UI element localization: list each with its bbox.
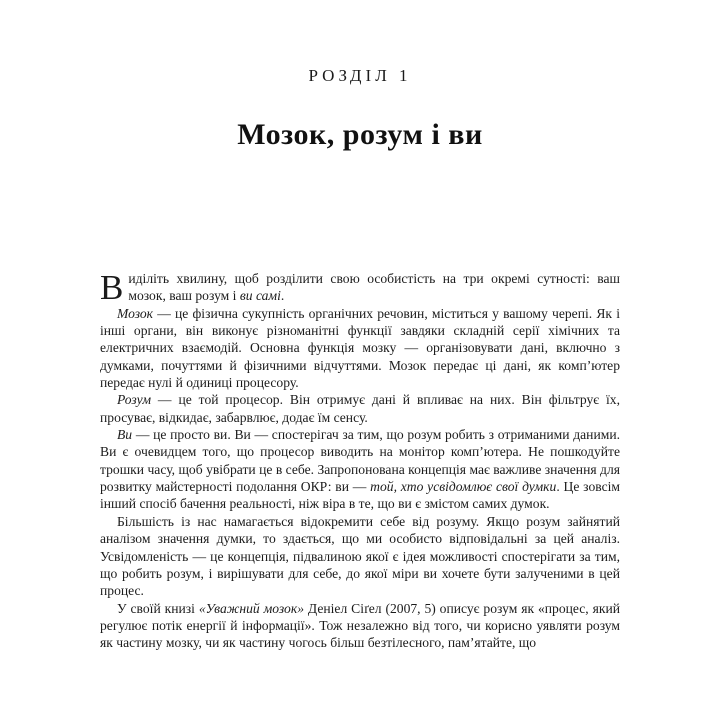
paragraph-5	[100, 513, 620, 600]
paragraph-2	[100, 305, 620, 392]
text-segment: — це фізична сукупність органічних речовин, міститься у вашому черепі. Як і інші органи, він виконує різноманітні функції завдяки складній серії хімічних та електричних взаємодій. Основна функція мозку — організовувати дані, включно з думками, почуттями й фізичними відчуттями. Мозок передає ці дані, як комп’ютер передає нулі й одиниці процесору.	[100, 305, 620, 391]
body-text	[100, 270, 620, 652]
text-segment-italic: Мозок	[117, 305, 154, 321]
paragraph-3	[100, 391, 620, 426]
text-segment: . Це зовсім інший спосіб бачення реальності, ніж віра в те, що ви є змістом самих думок.	[100, 479, 620, 512]
paragraph-1	[100, 270, 620, 305]
text-segment: .	[280, 288, 285, 304]
text-segment-italic: той, хто усвідомлює свої думки	[370, 479, 557, 495]
text-segment-italic: «Уважний мозок»	[198, 600, 304, 616]
text-segment: иділіть хвилину, щоб розділити свою особистість на три окремі сутності: ваш мозок, ваш розум і	[128, 271, 620, 304]
text-segment-italic: Ви	[117, 427, 133, 443]
chapter-title: Мозок, розум і ви	[237, 118, 483, 151]
chapter-label: РОЗДІЛ 1	[308, 66, 412, 85]
text-segment: — це той процесор. Він отримує дані й впливає на них. Він фільтрує їх, просуває, відкидає, забарвлює, додає їм сенсу.	[100, 392, 620, 425]
text-column	[100, 0, 620, 652]
text-segment: — це просто ви. Ви — спостерігач за тим, що розум робить з отриманими даними. Ви є очевидцем того, що процесор виводить на монітор комп’ютера. Не пошкодуйте трошки часу, щоб увібрати це в себе. Запропонована концепція має важливе значення для розвитку майстерності подолання ОКР: ви —	[100, 427, 620, 495]
paragraph-6	[100, 600, 620, 652]
text-segment: Більшість із нас намагається відокремити себе від розуму. Якщо розум зайнятий аналізом значення думки, то здається, що ми особисто відповідальні за цей аналіз. Усвідомленість — це концепція, підвалиною якої є ідея можливості спостерігати за тим, що робить розум, і вирішувати для себе, до якої міри ви хочете бути залученими в цей процес.	[100, 513, 620, 599]
text-segment-italic: ви самі	[239, 288, 281, 304]
text-segment: Деніел Сіґел (2007, 5) описує розум як «процес, який регулює потік енергії й інформації». Тож незалежно від того, чи корисно уявляти розум як частину мозку, чи як частину чогось більш безтілесного, пам’ятайте, що	[100, 600, 621, 651]
text-segment-italic: Розум	[117, 392, 152, 408]
dropcap-letter: В	[100, 268, 124, 307]
text-segment: У своїй книзі	[117, 600, 199, 616]
paragraph-4	[100, 426, 620, 513]
